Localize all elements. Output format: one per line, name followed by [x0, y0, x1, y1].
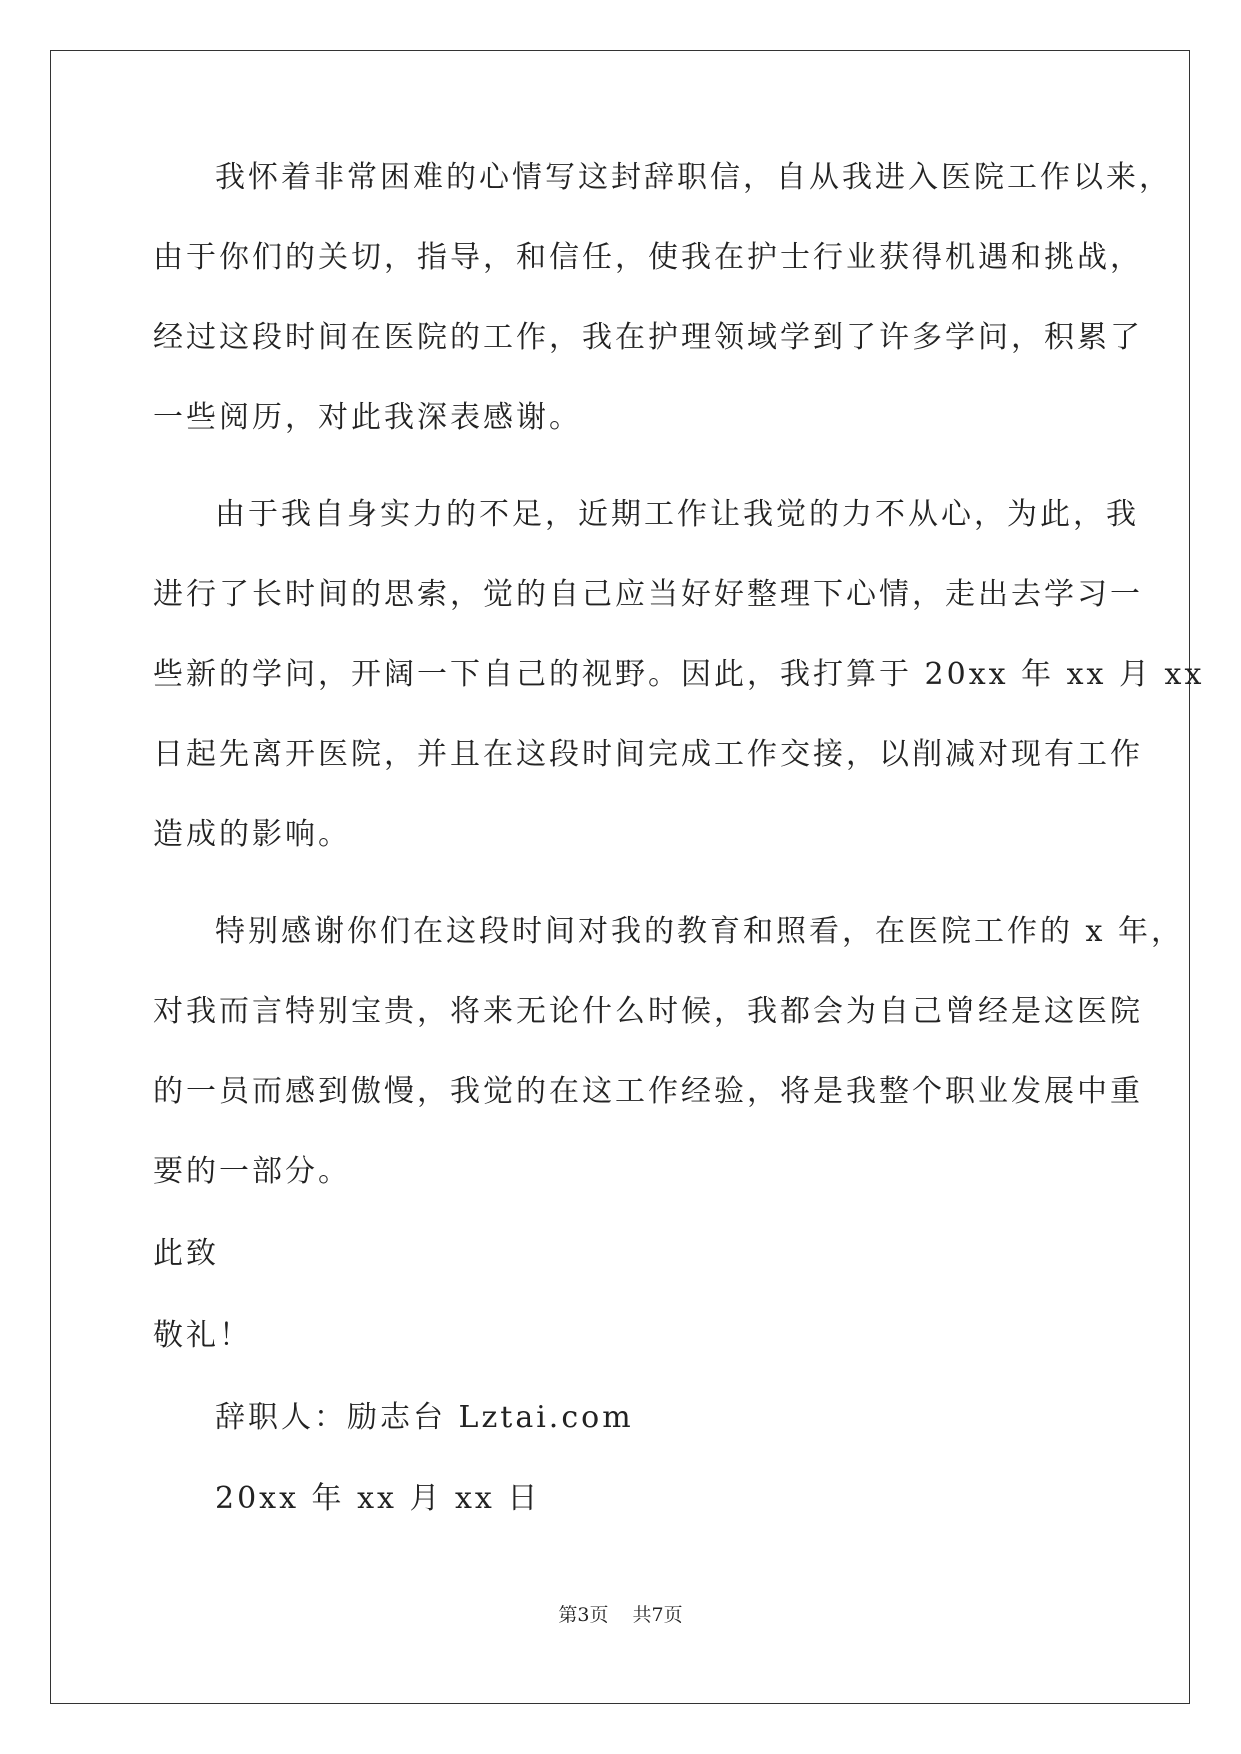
signature: 辞职人：励志台 Lztai.com [215, 1400, 634, 1435]
paragraph-3-line-1: 特别感谢你们在这段时间对我的教育和照看，在医院工作的 x 年， [215, 914, 1184, 949]
closing-salutation: 此致 [153, 1236, 219, 1271]
paragraph-2-line-4: 日起先离开医院，并且在这段时间完成工作交接，以削减对现有工作 [153, 737, 1143, 772]
paragraph-2-line-2: 进行了长时间的思索，觉的自己应当好好整理下心情，走出去学习一 [153, 577, 1143, 612]
page-number-current: 第3页 [558, 1604, 609, 1626]
page-border [50, 50, 1190, 1704]
paragraph-1-line-4: 一些阅历，对此我深表感谢。 [153, 400, 582, 435]
paragraph-3-line-3: 的一员而感到傲慢，我觉的在这工作经验，将是我整个职业发展中重 [153, 1074, 1143, 1109]
page-number-total: 共7页 [632, 1604, 683, 1626]
paragraph-1-line-3: 经过这段时间在医院的工作，我在护理领域学到了许多学问，积累了 [153, 320, 1143, 355]
paragraph-1-line-2: 由于你们的关切，指导，和信任，使我在护士行业获得机遇和挑战， [153, 240, 1143, 275]
paragraph-1-line-1: 我怀着非常困难的心情写这封辞职信，自从我进入医院工作以来， [215, 160, 1172, 195]
paragraph-2-line-1: 由于我自身实力的不足，近期工作让我觉的力不从心，为此，我 [215, 497, 1139, 532]
page-footer [0, 1603, 1241, 1627]
paragraph-3-line-4: 要的一部分。 [153, 1154, 351, 1189]
letter-date: 20xx 年 xx 月 xx 日 [215, 1481, 541, 1516]
paragraph-2-line-3: 些新的学问，开阔一下自己的视野。因此，我打算于 20xx 年 xx 月 xx [153, 657, 1205, 692]
paragraph-3-line-2: 对我而言特别宝贵，将来无论什么时候，我都会为自己曾经是这医院 [153, 994, 1143, 1029]
closing-respect: 敬礼！ [153, 1318, 252, 1353]
paragraph-2-line-5: 造成的影响。 [153, 817, 351, 852]
